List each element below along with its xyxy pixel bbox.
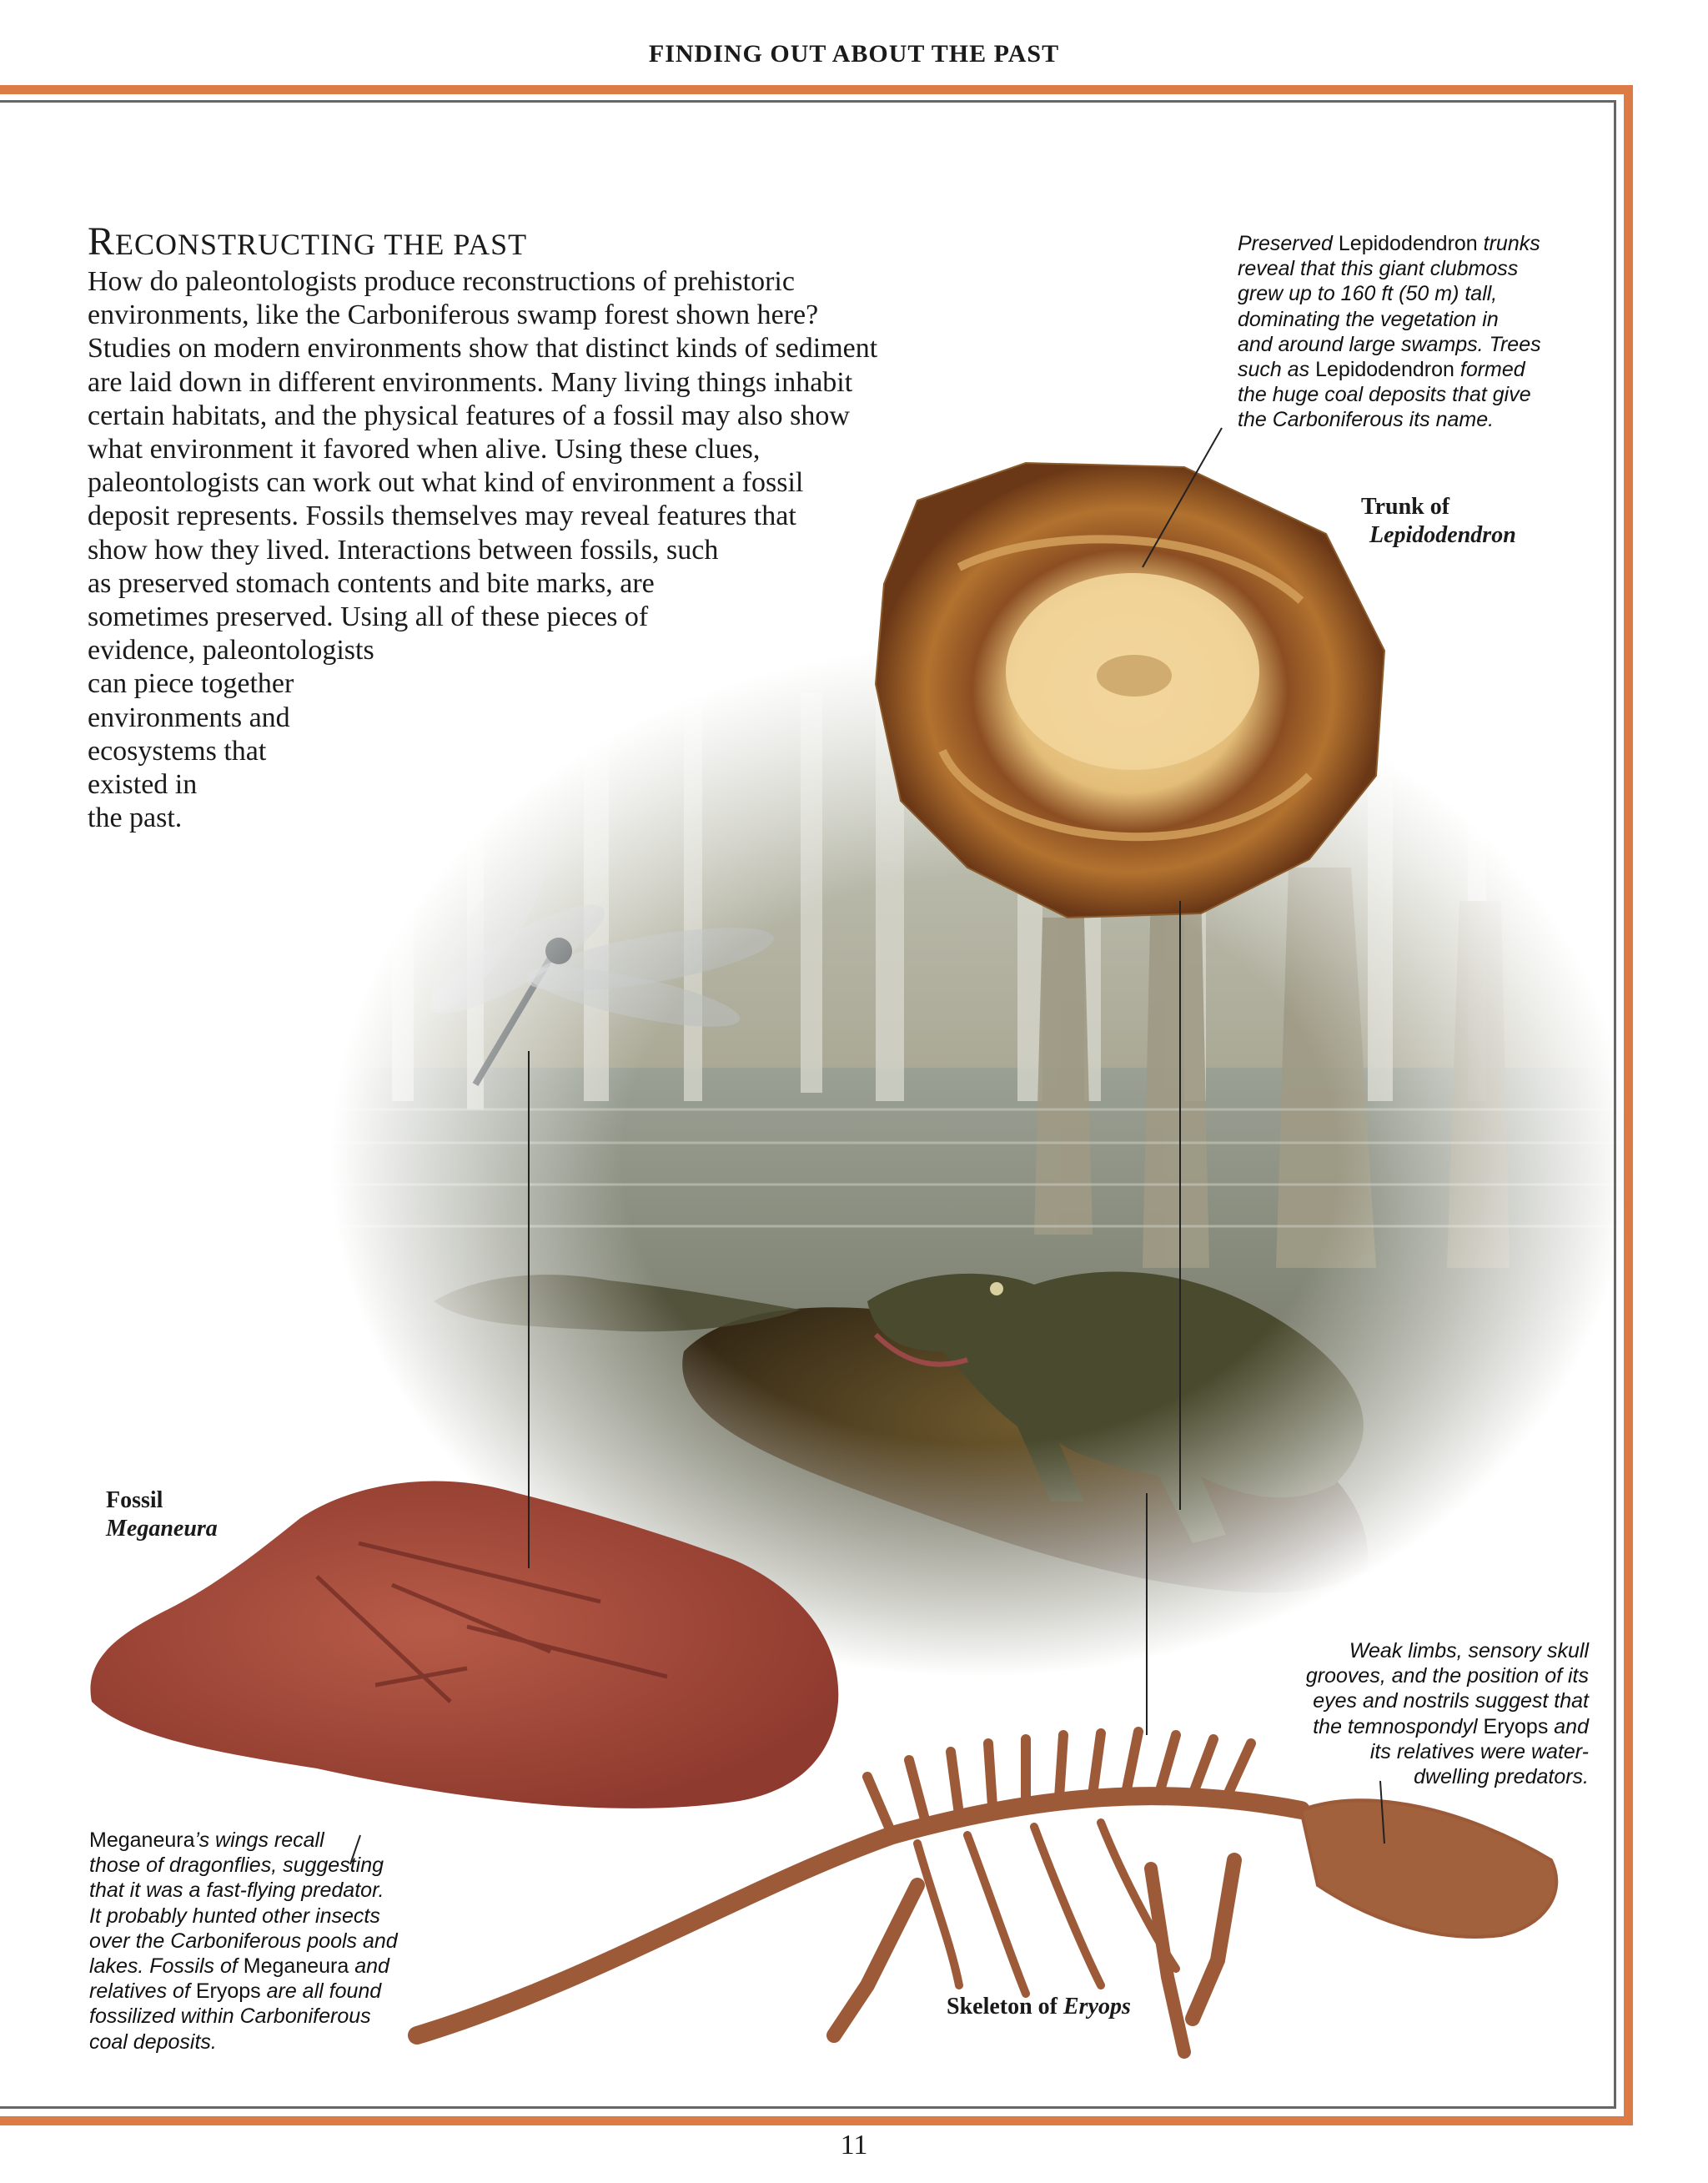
caption-meganeura: Meganeura’s wings recall those of dragonflies, suggesting that it was a fast-flying predator. It probably hunted other insects over the Carboniferous pools and lakes. Fossils of Meganeura and relatives of Eryops are all found fossilized within Carboniferous coal deposits. bbox=[89, 1828, 398, 2054]
body-line: sometimes preserved. Using all of these pieces of bbox=[88, 601, 649, 633]
article-title bbox=[88, 219, 527, 264]
title-initial: R bbox=[88, 219, 116, 264]
body-line: as preserved stomach contents and bite marks, are bbox=[88, 567, 655, 599]
title-rest: ECONSTRUCTING THE PAST bbox=[115, 228, 528, 261]
label-fossil-meganeura: Fossil Meganeura bbox=[106, 1487, 218, 1542]
body-line: show how they lived. Interactions between fossils, such bbox=[88, 534, 719, 566]
body-line: ecosystems that bbox=[88, 735, 267, 767]
caption-eryops: Weak limbs, sensory skull grooves, and the position of its eyes and nostrils suggest that the temnospondyl Eryops and its relatives were water- dwelling predators. bbox=[1305, 1639, 1589, 1789]
body-line: are laid down in different environments. Many living things inhabit bbox=[88, 366, 853, 398]
body-line: Studies on modern environments show that distinct kinds of sediment bbox=[88, 333, 878, 365]
body-line: the past. bbox=[88, 802, 183, 834]
body-line: existed in bbox=[88, 769, 198, 801]
body-line: what environment it favored when alive. Using these clues, bbox=[88, 434, 761, 465]
body-line: certain habitats, and the physical features of a fossil may also show bbox=[88, 400, 850, 431]
body-line: How do paleontologists produce reconstructions of prehistoric bbox=[88, 266, 795, 297]
body-line: evidence, paleontologists bbox=[88, 635, 374, 666]
body-line: deposit represents. Fossils themselves may reveal features that bbox=[88, 500, 796, 532]
caption-lepidodendron: Preserved Lepidodendron trunks reveal that this giant clubmoss grew up to 160 ft (50 m) tall, dominating the vegetation in and around large swamps. Trees such as Lepidodendron formed the huge coal deposits that give the Carboniferous its name. bbox=[1238, 232, 1541, 432]
article-body bbox=[88, 265, 1055, 835]
page-number: 11 bbox=[840, 2130, 868, 2160]
running-head: FINDING OUT ABOUT THE PAST bbox=[648, 40, 1060, 68]
body-line: environments, like the Carboniferous swamp forest shown here? bbox=[88, 299, 819, 331]
label-trunk: Trunk of Lepidodendron bbox=[1361, 494, 1516, 548]
body-line: paleontologists can work out what kind of environment a fossil bbox=[88, 467, 804, 499]
body-line: environments and bbox=[88, 702, 290, 733]
body-line: can piece together bbox=[88, 668, 294, 700]
label-skeleton-eryops: Skeleton of Eryops bbox=[947, 1994, 1131, 2020]
